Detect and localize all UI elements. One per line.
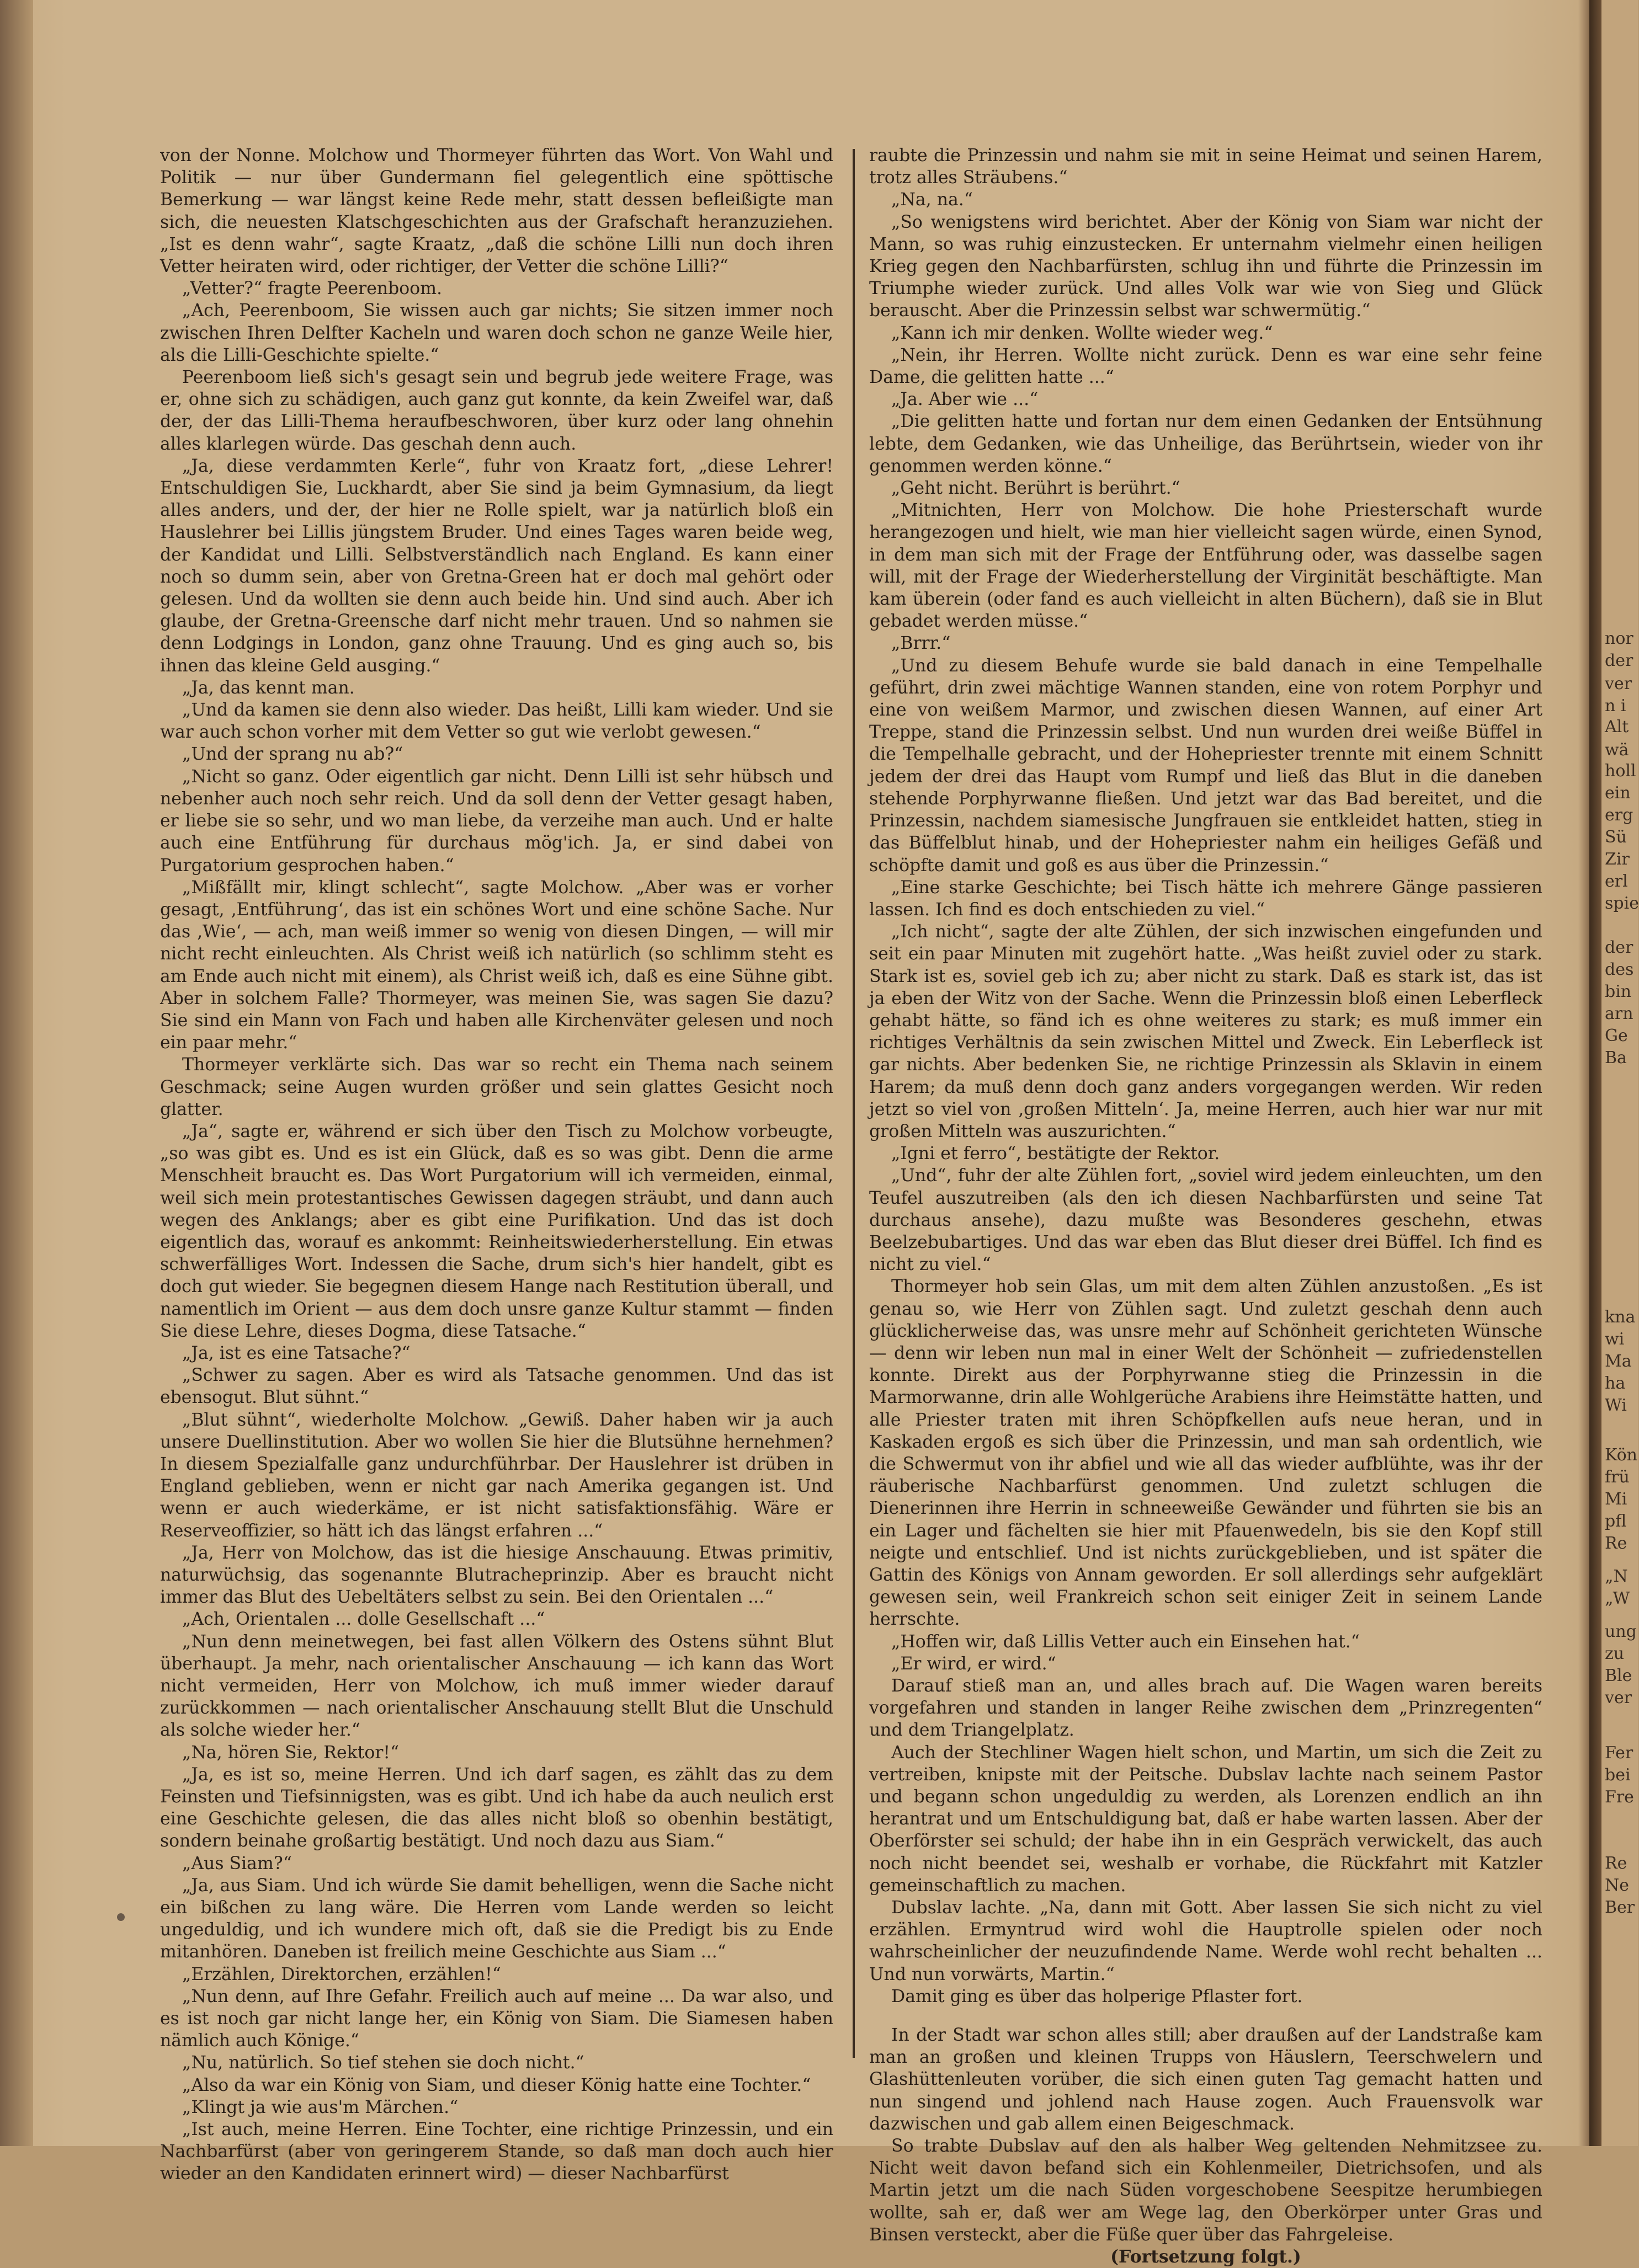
paragraph: „Nun denn, auf Ihre Gefahr. Freilich auch auf meine ... Da war also, und es ist noch gar nicht lange her, ein König von Siam. Die Siamesen haben nämlich auch Könige.“	[160, 1986, 833, 2051]
next-page-fragment: des	[1605, 960, 1634, 979]
paragraph: raubte die Prinzessin und nahm sie mit in seine Heimat und seinen Harem, trotz alles Sträubens.“	[869, 146, 1542, 188]
paragraph: „Nicht so ganz. Oder eigentlich gar nicht. Denn Lilli ist sehr hübsch und nebenher auch noch sehr reich. Und da soll denn der Vetter gesagt haben, er liebe sie so sehr, und wo man liebe, da verzeihe man auch. Und er halte auch eine Entführung für durchaus mög'ich. Ja, er sind dabei von Purgatorium gesprochen haben.“	[160, 766, 833, 876]
paragraph: „Und da kamen sie denn also wieder. Das heißt, Lilli kam wieder. Und sie war auch schon vorher mit dem Vetter so gut wie verlobt gewesen.“	[160, 700, 833, 743]
paragraph: „Geht nicht. Berührt is berührt.“	[891, 478, 1180, 499]
next-page-fragment: ein	[1605, 783, 1631, 803]
paragraph: Darauf stieß man an, und alles brach auf. Die Wagen waren bereits vorgefahren und standen in langer Reihe zwischen dem „Prinzregenten“ und dem Triangelplatz.	[869, 1676, 1542, 1741]
next-page-fragment: Ma	[1605, 1352, 1632, 1371]
next-page-fragment: Re	[1605, 1534, 1627, 1553]
paragraph: Thormeyer hob sein Glas, um mit dem alten Zühlen anzustoßen. „Es ist genau so, wie Herr von Zühlen sagt. Und zuletzt geschah denn auch glücklicherweise das, was unsre mehr auf Schönheit gerichteten Wünsche — denn wir leben nun mal in einer Welt der Schönheit — zufriedenstellen konnte. Direkt aus der Porphyrwanne stieg die Prinzessin in die Marmorwanne, drin alle Wohlgerüche Arabiens ihre Heimstätte hatten, und alle Priester traten mit ihren Schöpfkellen aufs neue heran, und in Kaskaden ergoß es sich über die Prinzessin, und man sah ordentlich, wie die Schwermut von ihr abfiel und wie all das wieder aufblühte, was ihr der räuberische Nachbarfürst genommen. Und zuletzt schlugen die Dienerinnen ihre Herrin in schneeweiße Gewänder und führten sie bis an ein Lager und fächelten sie hier mit Pfauenwedeln, bis sie den Kopf still neigte und entschlief. Und ist nichts zurückgeblieben, und ist später die Gattin des Königs von Annam geworden. Er soll allerdings sehr aufgeklärt gewesen sein, weil Frankreich schon seit einiger Zeit in seinem Lande herrschte.	[869, 1277, 1542, 1630]
next-page-fragment: bei	[1605, 1765, 1631, 1785]
next-page-fragment: n i	[1605, 696, 1626, 716]
next-page-fragment: arn	[1605, 1004, 1633, 1023]
paragraph: „Und der sprang nu ab?“	[182, 744, 403, 765]
paragraph: „Ach, Peerenboom, Sie wissen auch gar nichts; Sie sitzen immer noch zwischen Ihren Delfter Kacheln und waren doch schon ne ganze Weile hier, als die Lilli-Geschichte spielte.“	[160, 301, 833, 365]
paragraph: „Also da war ein König von Siam, und dieser König hatte eine Tochter.“	[182, 2075, 811, 2095]
paragraph: „Ich nicht“, sagte der alte Zühlen, der sich inzwischen eingefunden und seit ein paar Minuten mit zugehört hatte. „Was heißt zuviel oder zu stark. Stark ist es, soviel geb ich zu; aber nicht zu stark. Daß es stark ist, das ist ja eben der Witz von der Sache. Wenn die Prinzessin bloß einen Leberfleck gehabt hätte, so fänd ich es ohne weiteres zu stark; es muß immer ein richtiges Verhältnis da sein zwischen Mittel und Zweck. Ein Leberfleck ist gar nichts. Aber bedenken Sie, ne richtige Prinzessin als Sklavin in einem Harem; da muß denn doch ganz anders vorgegangen werden. Wir reden jetzt so viel von ‚großen Mitteln‘. Ja, meine Herren, auch hier war nur mit großen Mitteln was auszurichten.“	[869, 922, 1542, 1141]
paragraph: So trabte Dubslav auf den als halber Weg geltenden Nehmitzsee zu. Nicht weit davon befand sich ein Kohlenmeiler, Dietrichsofen, und als Martin jetzt um die nach Süden vorgeschobene Seespitze herumbiegen wollte, sah er, daß wer am Wege lag, den Oberkörper unter Gras und Binsen versteckt, aber die Füße quer über das Fahrgeleise.	[869, 2136, 1542, 2245]
next-page-fragment: der	[1605, 938, 1633, 957]
paragraph: „Mitnichten, Herr von Molchow. Die hohe Priesterschaft wurde herangezogen und hielt, wie man hier vielleicht sagen würde, einen Synod, in dem man sich mit der Frage der Entführung oder, was dasselbe sagen will, mit der Frage der Wiederherstellung der Virginität beschäftigte. Man kam überein (oder fand es auch vielleicht in alten Büchern), daß sie in Blut gebadet werden müsse.“	[869, 500, 1542, 632]
next-page-fragment: Fre	[1605, 1787, 1634, 1807]
next-page-fragment: „W	[1605, 1589, 1630, 1608]
next-page-fragment: Sü	[1605, 828, 1627, 847]
paragraph: „Igni et ferro“, bestätigte der Rektor.	[891, 1144, 1220, 1164]
paragraph: „Schwer zu sagen. Aber es wird als Tatsache genommen. Und das ist ebensogut. Blut sühnt.“	[160, 1365, 833, 1408]
binding-edge	[0, 0, 33, 2146]
paragraph: „Vetter?“ fragte Peerenboom.	[182, 279, 443, 299]
next-page-fragment: Re	[1605, 1854, 1627, 1873]
next-page-edge	[1601, 0, 1638, 2146]
paragraph: „Ja. Aber wie ...“	[891, 389, 1039, 410]
paragraph: (Fortsetzung folgt.)	[1110, 2246, 1301, 2267]
paragraph: Damit ging es über das holperige Pflaster fort.	[891, 1986, 1303, 2006]
next-page-fragment: Ne	[1605, 1876, 1630, 1895]
next-page-fragment: ver	[1605, 674, 1632, 693]
page-blemish	[117, 1913, 125, 1921]
paragraph: „Ist auch, meine Herren. Eine Tochter, eine richtige Prinzessin, und ein Nachbarfürst (aber von geringerem Stande, so daß man doch auch hier wieder an den Kandidaten erinnert wird) — dieser Nachbarfürst	[160, 2120, 833, 2184]
next-page-fragment: bin	[1605, 982, 1632, 1001]
next-page-fragment: Wi	[1605, 1396, 1627, 1415]
next-page-fragment: Ble	[1605, 1666, 1632, 1685]
paragraph: „Hoffen wir, daß Lillis Vetter auch ein Einsehen hat.“	[891, 1631, 1360, 1652]
paragraph: „So wenigstens wird berichtet. Aber der König von Siam war nicht der Mann, so was ruhig einzustecken. Er unternahm vielmehr einen heiligen Krieg gegen den Nachbarfürsten, schlug ihn und führte die Prinzessin im Triumphe wieder zurück. Und alles Volk war wie von Sieg und Glück berauscht. Aber die Prinzessin selbst war schwermütig.“	[869, 212, 1542, 321]
next-page-fragment: „N	[1605, 1567, 1628, 1586]
next-page-fragment: ver	[1605, 1688, 1632, 1707]
paragraph: In der Stadt war schon alles still; aber draußen auf der Landstraße kam man an großen und kleinen Trupps von Häuslern, Teerschwelern und Glashüttenleuten vorüber, die sich einen guten Tag gemacht hatten und nun singend und johlend nach Hause zogen. Auch Frauensvolk war dazwischen und gab allem einen Beigeschmack.	[869, 2025, 1542, 2134]
paragraph: „Er wird, er wird.“	[891, 1653, 1056, 1674]
paragraph: „Na, na.“	[891, 190, 973, 210]
next-page-fragment: ung	[1605, 1622, 1637, 1641]
next-page-fragment: Kön	[1605, 1445, 1637, 1465]
paragraph: „Kann ich mir denken. Wollte wieder weg.“	[891, 323, 1273, 343]
paragraph: „Nein, ihr Herren. Wollte nicht zurück. Denn es war eine sehr feine Dame, die gelitten hatte ...“	[869, 345, 1542, 388]
paragraph: „Ja, Herr von Molchow, das ist die hiesige Anschauung. Etwas primitiv, naturwüchsig, das sogenannte Blutracheprinzip. Aber es braucht nicht immer das Blut des Uebeltäters selbst zu sein. Bei den Orientalen ...“	[160, 1543, 833, 1608]
paragraph: „Brrr.“	[891, 633, 951, 654]
next-page-fragment: der	[1605, 651, 1633, 670]
next-page-fragment: frü	[1605, 1467, 1630, 1487]
paragraph: Auch der Stechliner Wagen hielt schon, und Martin, um sich die Zeit zu vertreiben, knipste mit der Peitsche. Dubslav lachte nach seinem Pastor und begann schon ungeduldig zu werden, als Lorenzen endlich an ihn herantrat und um Entschuldigung bat, daß er habe warten lassen. Aber der Oberförster sei schuld; der habe ihn in ein Gespräch verwickelt, das auch noch nicht beendet sei, weshalb er vorhabe, die Rückfahrt mit Katzler gemeinschaftlich zu machen.	[869, 1742, 1542, 1896]
next-page-fragment: Mi	[1605, 1490, 1627, 1509]
next-page-fragment: zu	[1605, 1644, 1625, 1663]
column-divider	[853, 149, 855, 2058]
next-page-fragment: Ge	[1605, 1026, 1628, 1045]
paragraph: „Nu, natürlich. So tief stehen sie doch nicht.“	[182, 2053, 584, 2073]
next-page-fragment: erl	[1605, 872, 1628, 891]
paragraph: „Ja, es ist so, meine Herren. Und ich darf sagen, es zählt das zu dem Feinsten und Tiefsinnigsten, was es gibt. Und ich habe da auch neulich erst eine Geschichte gelesen, die das alles nicht bloß so obenhin bestätigt, sondern beinahe großartig bestätigt. Und noch dazu aus Siam.“	[160, 1764, 833, 1851]
paragraph: „Eine starke Geschichte; bei Tisch hätte ich mehrere Gänge passieren lassen. Ich find es doch entschieden zu viel.“	[869, 877, 1542, 920]
paragraph: „Ja“, sagte er, während er sich über den Tisch zu Molchow vorbeugte, „so was gibt es. Und es ist ein Glück, daß es so was gibt. Denn die arme Menschheit braucht es. Das Wort Purgatorium will ich vermeiden, einmal, weil sich mein protestantisches Gewissen dagegen sträubt, und dann auch wegen des Anklangs; aber es gibt eine Purifikation. Und das ist doch eigentlich das, worauf es ankommt: Reinheitswiederherstellung. Ein etwas schwerfälliges Wort. Indessen die Sache, drum sich's hier handelt, gibt es doch gut wieder. Sie begegnen diesem Hange nach Restitution überall, und namentlich im Orient — aus dem doch unsre ganze Kultur stammt — finden Sie diese Lehre, dieses Dogma, diese Tatsache.“	[160, 1121, 833, 1341]
next-page-fragment: Ba	[1605, 1048, 1627, 1068]
book-gutter	[1589, 0, 1601, 2146]
paragraph: Dubslav lachte. „Na, dann mit Gott. Aber lassen Sie sich nicht zu viel erzählen. Ermyntrud wird wohl die Hauptrolle spielen oder noch wahrscheinlicher der neuzufindende Name. Werde wohl recht behalten ... Und nun vorwärts, Martin.“	[869, 1898, 1542, 1984]
next-page-fragment: wi	[1605, 1330, 1625, 1349]
paragraph: „Ja, diese verdammten Kerle“, fuhr von Kraatz fort, „diese Lehrer! Entschuldigen Sie, Luckhardt, aber Sie sind ja beim Gymnasium, da liegt alles anders, und der, der hier ne Rolle spielt, war ja natürlich bloß ein Hauslehrer bei Lillis jüngstem Bruder. Und eines Tages waren beide weg, der Kandidat und Lilli. Selbstverständlich nach England. Es kann einer noch so dumm sein, aber von Gretna-Green hat er doch mal gehört oder gelesen. Und da wollten sie denn auch beide hin. Und sind auch. Aber ich glaube, der Gretna-Greensche darf nicht mehr trauen. Und so nahmen sie denn Lodgings in London, ganz ohne Trauung. Und es ging auch so, bis ihnen das kleine Geld ausging.“	[160, 456, 833, 676]
paragraph: „Ja, das kennt man.	[182, 677, 355, 698]
next-page-fragment: Ber	[1605, 1898, 1635, 1917]
next-page-fragment: ha	[1605, 1374, 1626, 1393]
next-page-fragment: pfl	[1605, 1512, 1627, 1531]
paragraph: „Ja, ist es eine Tatsache?“	[182, 1343, 411, 1363]
next-page-fragment: spie	[1605, 894, 1639, 913]
paragraph: „Ach, Orientalen ... dolle Gesellschaft ...“	[182, 1609, 545, 1630]
paragraph: „Nun denn meinetwegen, bei fast allen Völkern des Ostens sühnt Blut überhaupt. Ja mehr, nach orientalischer Anschauung — ich kann das Wort nicht vermeiden, Herr von Molchow, ich muß immer wieder darauf zurückkommen — nach orientalischer Anschauung stellt Blut die Unschuld als solche wieder her.“	[160, 1631, 833, 1741]
next-page-fragment: kna	[1605, 1308, 1636, 1327]
next-page-fragment: holl	[1605, 761, 1636, 781]
paragraph: „Die gelitten hatte und fortan nur dem einen Gedanken der Entsühnung lebte, dem Gedanken, wie das Unheilige, das Berührtsein, wieder von ihr genommen werden könne.“	[869, 412, 1542, 476]
paragraph: „Ja, aus Siam. Und ich würde Sie damit behelligen, wenn die Sache nicht ein bißchen zu lang wäre. Die Herren vom Lande werden so leicht ungeduldig, und ich wundere mich oft, daß sie die Predigt bis zu Ende mitanhören. Daneben ist freilich meine Geschichte aus Siam ...“	[160, 1875, 833, 1962]
paragraph: „Und“, fuhr der alte Zühlen fort, „soviel wird jedem einleuchten, um den Teufel auszutreiben (als den ich diesen Nachbarfürsten und seine Tat durchaus ansehe), dazu mußte was Besonderes geschehn, etwas Beelzebubartiges. Und das war eben das Blut dieser drei Büffel. Ich find es nicht zu viel.“	[869, 1166, 1542, 1275]
paragraph: Thormeyer verklärte sich. Das war so recht ein Thema nach seinem Geschmack; seine Augen wurden größer und sein glattes Gesicht noch glatter.	[160, 1055, 833, 1119]
next-page-fragment: Zir	[1605, 850, 1630, 869]
next-page-fragment: nor	[1605, 629, 1633, 648]
paragraph: „Blut sühnt“, wiederholte Molchow. „Gewiß. Daher haben wir ja auch unsere Duellinstitution. Aber wo wollen Sie hier die Blutsühne hernehmen? In diesem Spezialfalle ganz undurchführbar. Der Hauslehrer ist drüben in England geblieben, wenn er nicht gar nach Amerika gegangen ist. Und wenn er auch wiederkäme, er ist nicht satisfaktionsfähig. Wäre er Reserveoffizier, so hätt ich das längst erfahren ...“	[160, 1410, 833, 1541]
text-column-right	[869, 145, 1542, 2267]
next-page-fragment: Fer	[1605, 1743, 1633, 1763]
text-column-left	[160, 145, 833, 2184]
paragraph: „Klingt ja wie aus'm Märchen.“	[182, 2097, 459, 2117]
paragraph: „Mißfällt mir, klingt schlecht“, sagte Molchow. „Aber was er vorher gesagt, ‚Entführung‘, das ist ein schönes Wort und eine schöne Sache. Nur das ‚Wie‘, — ach, man weiß immer so wenig von diesen Dingen, — will mir nicht recht einleuchten. Als Christ weiß ich natürlich (so schlimm steht es am Ende auch nicht mit einem), als Christ weiß ich, daß es eine Sühne gibt. Aber in solchem Falle? Thormeyer, was meinen Sie, was sagen Sie dazu? Sie sind ein Mann von Fach und haben alle Kirchenväter gelesen und noch ein paar mehr.“	[160, 877, 833, 1053]
next-page-fragment: wä	[1605, 740, 1629, 760]
next-page-fragment: erg	[1605, 805, 1633, 825]
paragraph: „Aus Siam?“	[182, 1853, 292, 1874]
paragraph: „Und zu diesem Behufe wurde sie bald danach in eine Tempelhalle geführt, drin zwei mächtige Wannen standen, eine von rotem Porphyr und eine von weißem Marmor, und zwischen diesen Wannen, auf einer Art Treppe, stand die Prinzessin selbst. Und nun wurden drei weiße Büffel in die Tempelhalle gebracht, und der Hohepriester trennte mit einem Schnitt jedem der drei das Haupt vom Rumpf und ließ das Blut in die daneben stehende Porphyrwanne fließen. Und jetzt war das Bad bereitet, und die Prinzessin, nachdem siamesische Jungfrauen sie entkleidet hatten, stieg in das Büffelblut hinab, und der Hohepriester nahm ein heiliges Gefäß und schöpfte damit und goß es aus über die Prinzessin.“	[869, 655, 1542, 876]
paragraph: von der Nonne. Molchow und Thormeyer führten das Wort. Von Wahl und Politik — nur über Gundermann fiel gelegentlich eine spöttische Bemerkung — war längst keine Rede mehr, statt dessen befleißigte man sich, die neuesten Klatschgeschichten aus der Grafschaft heranzuziehen. „Ist es denn wahr“, sagte Kraatz, „daß die schöne Lilli nun doch ihren Vetter heiraten wird, oder richtiger, der Vetter die schöne Lilli?“	[160, 146, 833, 277]
paragraph: „Erzählen, Direktorchen, erzählen!“	[182, 1964, 501, 1984]
paragraph: „Na, hören Sie, Rektor!“	[182, 1742, 400, 1763]
paragraph: Peerenboom ließ sich's gesagt sein und begrub jede weitere Frage, was er, ohne sich zu schädigen, auch ganz gut konnte, da kein Zweifel war, daß der, der das Lilli-Thema heraufbeschworen, über kurz oder lang ohnehin alles klarlegen würde. Das geschah denn auch.	[160, 367, 833, 454]
next-page-fragment: Alt	[1605, 717, 1629, 737]
